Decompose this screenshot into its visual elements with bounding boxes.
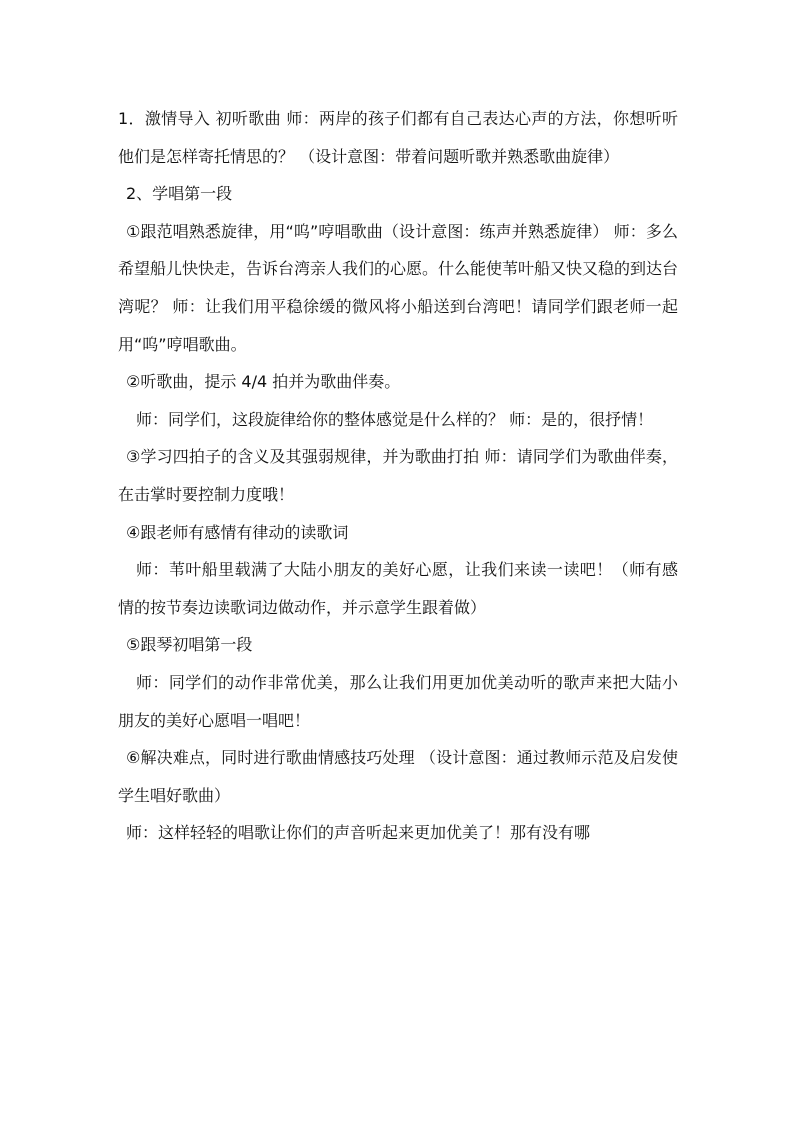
paragraph-teacher-singing: 师：同学们的动作非常优美，那么让我们用更加优美动听的歌声来把大陆小朋友的美好心愿唱一唱吧！ bbox=[118, 672, 678, 730]
paragraph-intro: 1．激情导入 初听歌曲 师：两岸的孩子们都有自己表达心声的方法，你想听听他们是怎样寄托情思的？ （设计意图：带着问题听歌并熟悉歌曲旋律） bbox=[118, 109, 678, 166]
paragraph-step-5: ⑤跟琴初唱第一段 bbox=[126, 635, 253, 655]
paragraph-teacher-reading: 师：苇叶船里载满了大陆小朋友的美好心愿，让我们来读一读吧！（师有感情的按节奏边读歌词边做动作，并示意学生跟着做） bbox=[118, 560, 678, 617]
paragraph-step-6: ⑥解决难点，同时进行歌曲情感技巧处理 （设计意图：通过教师示范及启发使学生唱好歌曲） bbox=[118, 748, 678, 805]
paragraph-teacher-question: 师：同学们，这段旋律给你的整体感觉是什么样的？ 师：是的，很抒情！ bbox=[136, 409, 654, 429]
paragraph-step-2: ②听歌曲，提示 4/4 拍并为歌曲伴奏。 bbox=[126, 372, 401, 392]
paragraph-heading-step2: 2、学唱第一段 bbox=[126, 184, 233, 204]
paragraph-teacher-closing: 师：这样轻轻的唱歌让你们的声音听起来更加优美了！那有没有哪 bbox=[126, 823, 591, 843]
document-body bbox=[118, 100, 678, 852]
paragraph-step-4: ④跟老师有感情有律动的读歌词 bbox=[126, 522, 349, 542]
paragraph-step-1: ①跟范唱熟悉旋律，用“呜”哼唱歌曲（设计意图：练声并熟悉旋律） 师：多么希望船儿快快走，告诉台湾亲人我们的心愿。什么能使苇叶船又快又稳的到达台湾呢？ 师：让我们用平稳徐缓的微风将小船送到台湾吧！请同学们跟老师一起用“呜”哼唱歌曲。 bbox=[118, 221, 679, 354]
paragraph-step-3: ③学习四拍子的含义及其强弱规律，并为歌曲打拍 师：请同学们为歌曲伴奏，在击掌时要控制力度哦！ bbox=[118, 447, 678, 504]
